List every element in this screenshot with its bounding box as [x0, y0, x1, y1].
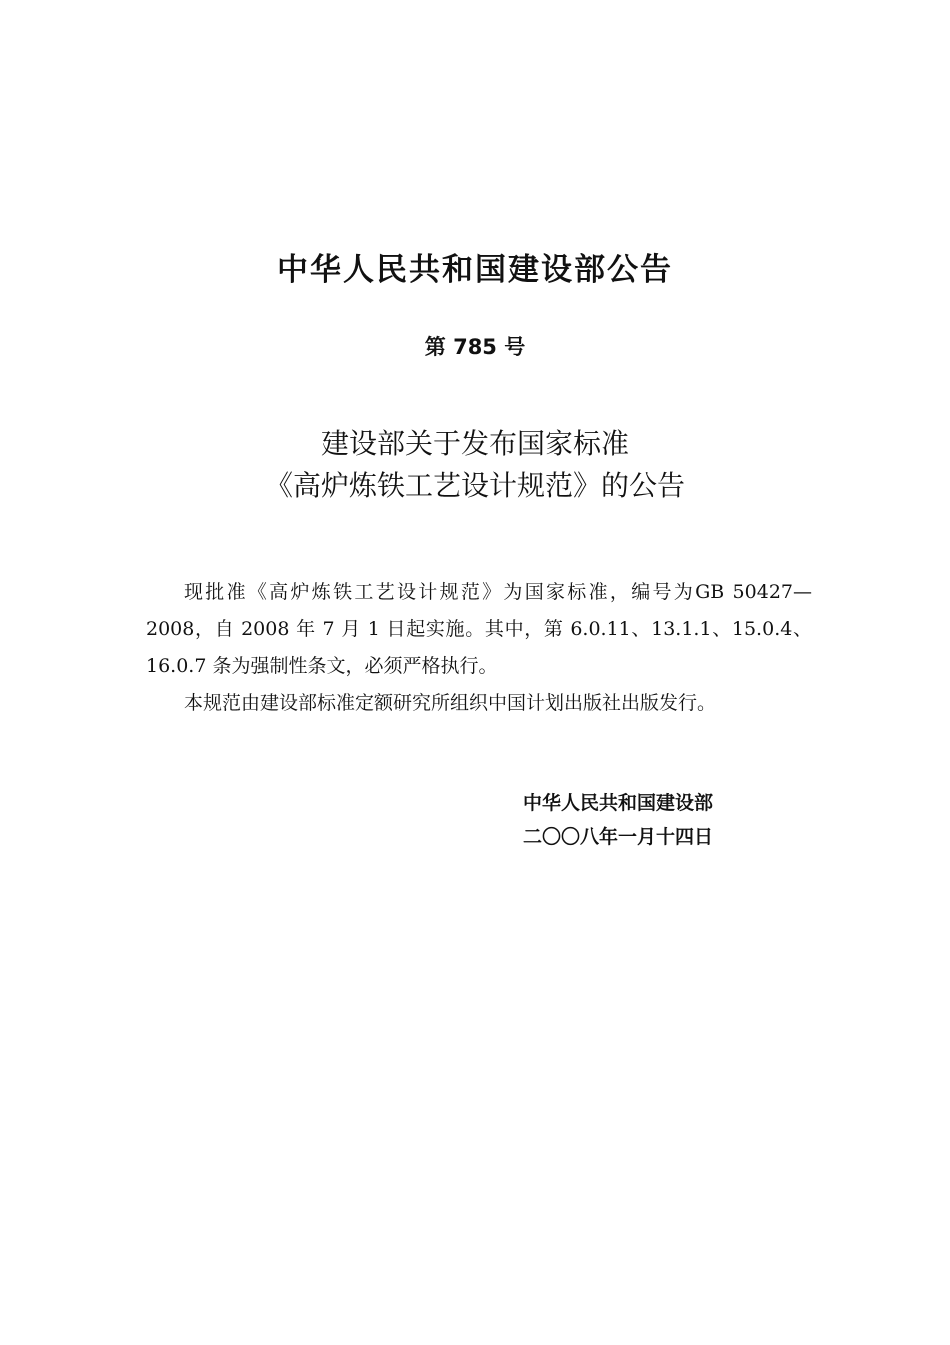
body-paragraph-1: 现批准《高炉炼铁工艺设计规范》为国家标准，编号为GB 50427—2008，自 2008 年 7 月 1 日起实施。其中，第 6.0.11、13.1.1、15.0.4、16.0.7 条为强制性条文，必须严格执行。 [146, 581, 812, 677]
body-paragraph-2: 本规范由建设部标准定额研究所组织中国计划出版社出版发行。 [184, 692, 717, 714]
announcement-title: 中华人民共和国建设部公告 [277, 252, 673, 288]
issue-date: 二〇〇八年一月十四日 [523, 826, 714, 848]
issuer-name: 中华人民共和国建设部 [523, 792, 714, 814]
subtitle-line-2: 《高炉炼铁工艺设计规范》的公告 [264, 469, 685, 502]
subtitle-line-1: 建设部关于发布国家标准 [320, 427, 629, 460]
announcement-body [146, 574, 812, 722]
signature-block [523, 786, 713, 854]
announcement-number: 第 785 号 [424, 335, 526, 359]
announcement-subtitle [0, 424, 950, 508]
